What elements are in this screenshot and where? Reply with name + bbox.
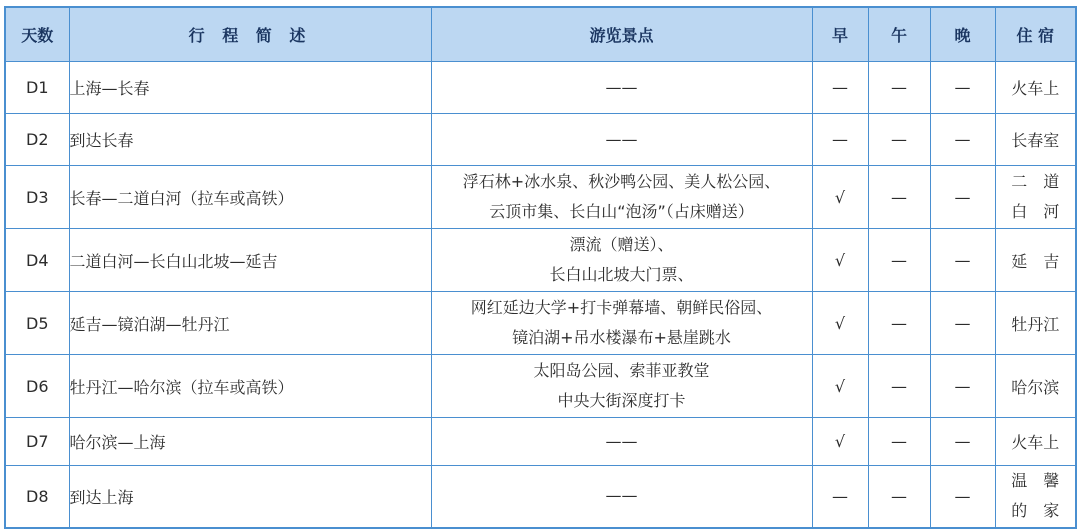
breakfast-cell: √ xyxy=(812,292,868,355)
header-dinner: 晚 xyxy=(930,7,995,62)
lunch-cell: — xyxy=(868,292,930,355)
dinner-cell: — xyxy=(930,62,995,114)
day-cell: D7 xyxy=(5,418,69,466)
lunch-cell: — xyxy=(868,466,930,528)
stay-cell-line: 延 吉 xyxy=(1011,251,1060,271)
sights-cell-line: —— xyxy=(605,486,638,506)
summary-cell: 长春—二道白河（拉车或高铁） xyxy=(69,166,431,229)
summary-cell: 哈尔滨—上海 xyxy=(69,418,431,466)
sights-cell-line: 镜泊湖+吊水楼瀑布+悬崖跳水 xyxy=(512,328,731,347)
sights-cell-line: —— xyxy=(605,431,638,451)
sights-cell-line: 云顶市集、长白山“泡汤”（占床赠送） xyxy=(489,202,754,221)
dinner-cell: — xyxy=(930,355,995,418)
sights-cell xyxy=(431,229,812,292)
stay-cell xyxy=(995,355,1076,418)
lunch-cell: — xyxy=(868,229,930,292)
sights-cell-line: 漂流（赠送）、 xyxy=(569,235,674,254)
breakfast-cell: √ xyxy=(812,229,868,292)
sights-cell-line: —— xyxy=(605,129,638,149)
lunch-cell: — xyxy=(868,62,930,114)
dinner-cell: — xyxy=(930,292,995,355)
dinner-cell: — xyxy=(930,166,995,229)
summary-cell: 二道白河—长白山北坡—延吉 xyxy=(69,229,431,292)
table-row xyxy=(5,466,1076,528)
sights-cell xyxy=(431,292,812,355)
dinner-cell: — xyxy=(930,466,995,528)
breakfast-cell: — xyxy=(812,466,868,528)
breakfast-cell: √ xyxy=(812,355,868,418)
sights-cell-line: 浮石林+冰水泉、秋沙鸭公园、美人松公园、 xyxy=(462,172,781,191)
sights-cell xyxy=(431,418,812,466)
stay-cell-line: 火车上 xyxy=(1011,79,1060,98)
stay-cell-line: 二 道 xyxy=(1011,172,1060,191)
header-breakfast: 早 xyxy=(812,7,868,62)
table-row xyxy=(5,292,1076,355)
lunch-cell: — xyxy=(868,166,930,229)
stay-cell-line: 哈尔滨 xyxy=(1011,377,1060,397)
stay-cell-line: 温 馨 xyxy=(1011,471,1060,491)
stay-cell xyxy=(995,229,1076,292)
header-day: 天数 xyxy=(5,7,69,62)
stay-cell-line: 长春室 xyxy=(1011,131,1060,150)
header-lunch: 午 xyxy=(868,7,930,62)
lunch-cell: — xyxy=(868,355,930,418)
day-cell: D2 xyxy=(5,114,69,166)
stay-cell-line: 白 河 xyxy=(1011,202,1060,221)
breakfast-cell: √ xyxy=(812,166,868,229)
day-cell: D6 xyxy=(5,355,69,418)
breakfast-cell: — xyxy=(812,62,868,114)
table-row xyxy=(5,355,1076,418)
lunch-cell: — xyxy=(868,114,930,166)
sights-cell-line: —— xyxy=(605,77,638,97)
summary-cell: 牡丹江—哈尔滨（拉车或高铁） xyxy=(69,355,431,418)
summary-cell: 到达长春 xyxy=(69,114,431,166)
day-cell: D1 xyxy=(5,62,69,114)
lunch-cell: — xyxy=(868,418,930,466)
day-cell: D3 xyxy=(5,166,69,229)
day-cell: D4 xyxy=(5,229,69,292)
dinner-cell: — xyxy=(930,418,995,466)
sights-cell-line: 太阳岛公园、索菲亚教堂 xyxy=(533,361,710,380)
breakfast-cell: — xyxy=(812,114,868,166)
summary-cell: 延吉—镜泊湖—牡丹江 xyxy=(69,292,431,355)
stay-cell xyxy=(995,166,1076,229)
sights-cell xyxy=(431,114,812,166)
summary-cell: 上海—长春 xyxy=(69,62,431,114)
dinner-cell: — xyxy=(930,114,995,166)
stay-cell xyxy=(995,466,1076,528)
sights-cell-line: 长白山北坡大门票、 xyxy=(549,265,694,284)
table-row xyxy=(5,114,1076,166)
sights-cell xyxy=(431,355,812,418)
table-row xyxy=(5,418,1076,466)
table-body xyxy=(5,62,1076,528)
stay-cell-line: 火车上 xyxy=(1011,433,1060,452)
header-stay: 住 宿 xyxy=(995,7,1076,62)
table-row xyxy=(5,62,1076,114)
table-row xyxy=(5,229,1076,292)
sights-cell xyxy=(431,166,812,229)
sights-cell-line: 网红延边大学+打卡弹幕墙、朝鲜民俗园、 xyxy=(470,298,773,317)
itinerary-table xyxy=(4,6,1077,529)
day-cell: D5 xyxy=(5,292,69,355)
stay-cell-line: 的 家 xyxy=(1011,501,1060,521)
summary-cell: 到达上海 xyxy=(69,466,431,528)
stay-cell-line: 牡丹江 xyxy=(1011,314,1060,334)
header-sights: 游览景点 xyxy=(431,7,812,62)
stay-cell xyxy=(995,62,1076,114)
header-summary: 行 程 简 述 xyxy=(69,7,431,62)
sights-cell-line: 中央大街深度打卡 xyxy=(557,391,686,410)
breakfast-cell: √ xyxy=(812,418,868,466)
sights-cell xyxy=(431,466,812,528)
stay-cell xyxy=(995,418,1076,466)
day-cell: D8 xyxy=(5,466,69,528)
table-row xyxy=(5,166,1076,229)
stay-cell xyxy=(995,292,1076,355)
header-row xyxy=(5,7,1076,62)
sights-cell xyxy=(431,62,812,114)
dinner-cell: — xyxy=(930,229,995,292)
stay-cell xyxy=(995,114,1076,166)
